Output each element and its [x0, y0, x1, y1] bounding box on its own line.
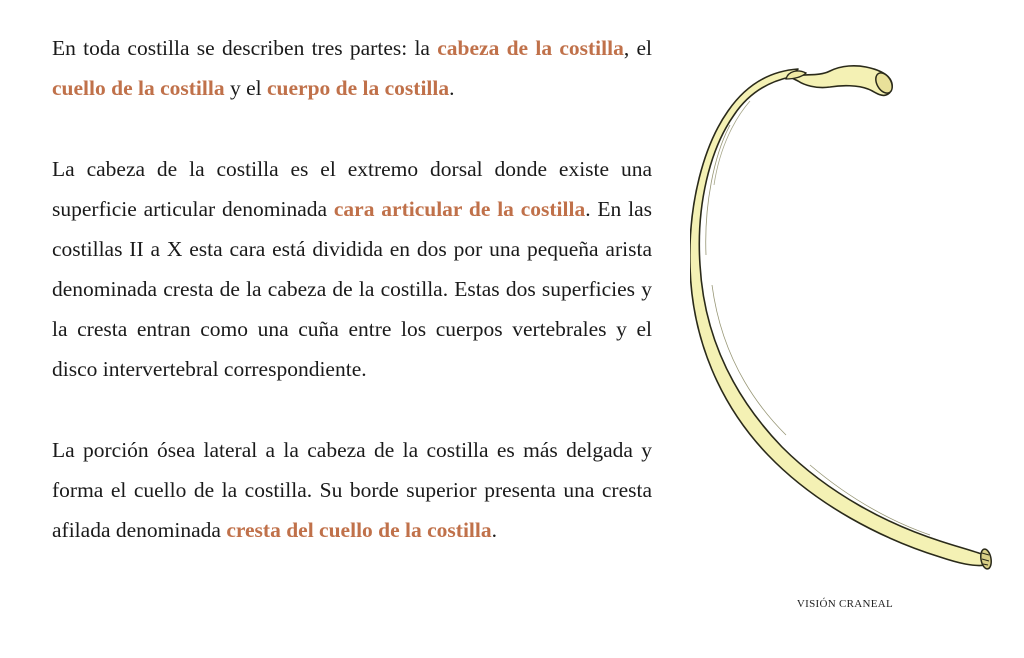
paragraph-text: , el [623, 36, 652, 60]
anatomy-term: cuerpo de la costilla [266, 76, 450, 100]
figure-caption: VISIÓN CRANEAL [796, 598, 894, 610]
rib-illustration [690, 55, 1010, 595]
paragraph-text: . [449, 76, 455, 100]
text-column [52, 28, 652, 591]
rib-shading [706, 125, 930, 535]
anatomy-term: cabeza de la costilla [437, 36, 624, 60]
paragraph-text: En toda costilla se describen tres partes: la [52, 36, 438, 60]
paragraph-1 [52, 28, 652, 108]
rib-drawing [690, 55, 1010, 595]
anatomy-term: cuello de la costilla [52, 76, 225, 100]
paragraph-2 [52, 149, 652, 389]
anatomy-term: cara articular de la costilla [333, 197, 586, 221]
paragraph-text: y el [224, 76, 267, 100]
paragraph-text: . [491, 518, 498, 542]
anatomy-term: cresta del cuello de la costilla [226, 518, 492, 542]
paragraph-text: . En las costillas II a X esta cara está dividida en dos por una pequeña arista denominada cresta de la cabeza de la costilla. Estas dos superficies y la cresta entran como una cuña entre los cuerpos vertebrales y el disco intervertebral correspondiente. [52, 197, 652, 381]
rib-anterior-end [979, 548, 992, 569]
paragraph-3 [52, 430, 652, 550]
rib-body [690, 69, 986, 566]
paragraph-text: La porción ósea lateral a la cabeza de la costilla es más delgada y forma el cuello de la costilla. Su borde superior presenta una cresta afilada denominada [52, 438, 652, 542]
paragraph-text: La cabeza de la costilla es el extremo dorsal donde existe una superficie articular denominada [52, 157, 652, 221]
